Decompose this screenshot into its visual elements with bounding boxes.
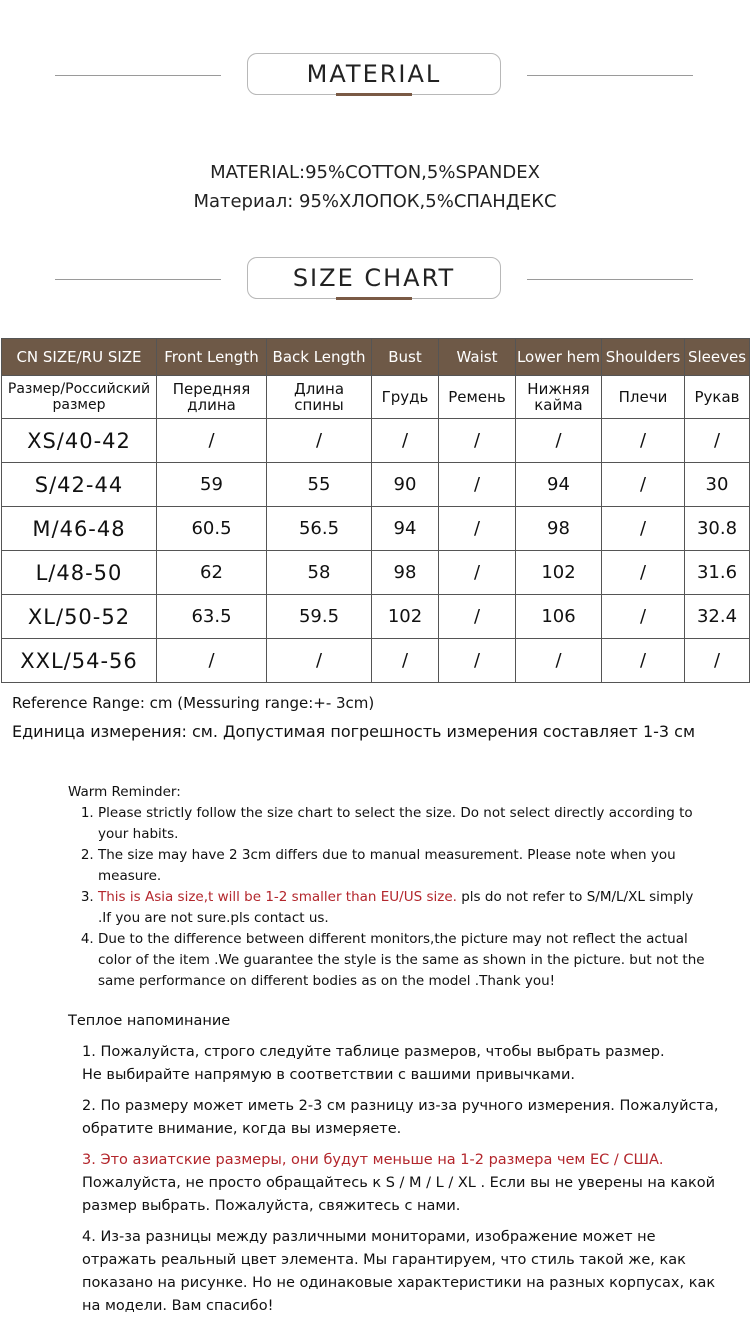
table-cell: 94 (372, 507, 439, 551)
material-composition (0, 158, 750, 216)
header-cell: Грудь (372, 376, 439, 419)
table-cell: / (157, 419, 267, 463)
table-row (2, 507, 750, 551)
list-item: 2. The size may have 2 3cm differs due to manual measurement. Please note when you measure. (98, 845, 708, 887)
header-cell: Bust (372, 339, 439, 376)
table-cell: / (602, 639, 685, 683)
material-en: MATERIAL:95%COTTON,5%SPANDEX (210, 162, 540, 183)
header-cell: Shoulders (602, 339, 685, 376)
table-cell: 98 (372, 551, 439, 595)
table-cell: / (685, 639, 750, 683)
table-row (2, 639, 750, 683)
size-chart-title: SIZE CHART (247, 257, 501, 299)
table-row (2, 595, 750, 639)
table-cell: 102 (516, 551, 602, 595)
table-row (2, 551, 750, 595)
header-cell: CN SIZE/RU SIZE (2, 339, 157, 376)
table-cell: / (516, 419, 602, 463)
header-cell: Sleeves (685, 339, 750, 376)
header-cell: Рукав (685, 376, 750, 419)
table-cell: 102 (372, 595, 439, 639)
list-item: 2. По размеру может иметь 2-3 см разницу из-за ручного измерения. Пожалуйста, обратите внимание, когда вы измеряете. (82, 1098, 719, 1137)
title-underline (336, 297, 412, 300)
table-cell: / (439, 551, 516, 595)
table-cell: / (602, 419, 685, 463)
size-cell: L/48-50 (2, 551, 157, 595)
table-cell: 60.5 (157, 507, 267, 551)
table-cell: / (516, 639, 602, 683)
table-cell: 59 (157, 463, 267, 507)
divider-right (527, 75, 693, 76)
warm-reminder-en (68, 782, 708, 992)
table-cell: / (602, 463, 685, 507)
table-cell: / (602, 595, 685, 639)
header-cell: Плечи (602, 376, 685, 419)
table-cell: / (439, 595, 516, 639)
reminder-title: Теплое напоминание (68, 1013, 231, 1029)
header-cell: Длина спины (267, 376, 372, 419)
table-cell: 94 (516, 463, 602, 507)
table-cell: / (685, 419, 750, 463)
header-cell: Waist (439, 339, 516, 376)
list-item: 4. Due to the difference between different monitors,the picture may not reflect the actual color of the item .We guarantee the style is the same as shown in the picture. but not the same performance on different bodies as on the model .Thank you! (98, 929, 708, 992)
list-item: 1. Please strictly follow the size chart to select the size. Do not select directly according to your habits. (98, 803, 708, 845)
warning-text: 3. Это азиатские размеры, они будут меньше на 1-2 размера чем EC / США. (82, 1152, 664, 1168)
size-cell: XL/50-52 (2, 595, 157, 639)
table-cell: 98 (516, 507, 602, 551)
reference-range-en: Reference Range: cm (Messuring range:+- 3cm) (12, 694, 375, 712)
table-cell: / (372, 639, 439, 683)
table-cell: / (602, 551, 685, 595)
list-item: 3. This is Asia size,t will be 1-2 smaller than EU/US size. pls do not refer to S/M/L/XL simply .If you are not sure.pls contact us. (98, 887, 708, 929)
size-cell: XXL/54-56 (2, 639, 157, 683)
table-cell: / (439, 507, 516, 551)
title-underline (336, 93, 412, 96)
header-cell: Нижняя кайма (516, 376, 602, 419)
table-cell: / (439, 419, 516, 463)
table-cell: 62 (157, 551, 267, 595)
header-cell: Front Length (157, 339, 267, 376)
material-title: MATERIAL (247, 53, 501, 95)
reference-range-ru: Единица измерения: см. Допустимая погрешность измерения составляет 1-3 см (12, 722, 696, 741)
table-cell: 106 (516, 595, 602, 639)
size-cell: M/46-48 (2, 507, 157, 551)
list-item: 3. Это азиатские размеры, они будут меньше на 1-2 размера чем EC / США. Пожалуйста, не просто обращайтесь к S / M / L / XL . Если вы не уверены на какой размер выбрать. Пожалуйста, свяжитесь с нами. (68, 1149, 728, 1218)
table-row (2, 419, 750, 463)
divider-left (55, 75, 221, 76)
divider-left (55, 279, 221, 280)
table-cell: / (372, 419, 439, 463)
reminder-title: Warm Reminder: (68, 784, 181, 800)
list-item: 4. Из-за разницы между различными мониторами, изображение может не отражать реальный цвет элемента. Мы гарантируем, что стиль такой же, как показано на рисунке. Но не одинаковые характеристики на разных корпусах, как на модели. Вам спасибо! (82, 1229, 716, 1314)
table-cell: / (267, 639, 372, 683)
material-heading (0, 53, 750, 99)
table-cell: 55 (267, 463, 372, 507)
table-cell: 30.8 (685, 507, 750, 551)
table-cell: 32.4 (685, 595, 750, 639)
divider-right (527, 279, 693, 280)
reminder-list (68, 803, 708, 992)
warm-reminder-ru (68, 1010, 728, 1318)
table-cell: 63.5 (157, 595, 267, 639)
table-cell: 31.6 (685, 551, 750, 595)
table-cell: / (439, 639, 516, 683)
list-item: 1. Пожалуйста, строго следуйте таблице размеров, чтобы выбрать размер. Не выбирайте напрямую в соответствии с вашими привычками. (82, 1044, 665, 1083)
size-chart-table (1, 338, 750, 683)
header-row-ru (2, 376, 750, 419)
header-row-en (2, 339, 750, 376)
header-cell: Lower hem (516, 339, 602, 376)
table-cell: 59.5 (267, 595, 372, 639)
header-cell: Ремень (439, 376, 516, 419)
size-cell: S/42-44 (2, 463, 157, 507)
header-cell: Размер/Российский размер (2, 376, 157, 419)
table-cell: 58 (267, 551, 372, 595)
table-cell: / (267, 419, 372, 463)
table-cell: / (439, 463, 516, 507)
table-cell: / (602, 507, 685, 551)
table-cell: 56.5 (267, 507, 372, 551)
header-cell: Back Length (267, 339, 372, 376)
size-chart-heading (0, 257, 750, 303)
header-cell: Передняя длина (157, 376, 267, 419)
table-cell: 30 (685, 463, 750, 507)
warning-text: This is Asia size,t will be 1-2 smaller than EU/US size. (98, 889, 457, 905)
size-cell: XS/40-42 (2, 419, 157, 463)
table-cell: / (157, 639, 267, 683)
material-ru: Материал: 95%ХЛОПОК,5%СПАНДЕКС (193, 191, 557, 212)
table-cell: 90 (372, 463, 439, 507)
table-row (2, 463, 750, 507)
